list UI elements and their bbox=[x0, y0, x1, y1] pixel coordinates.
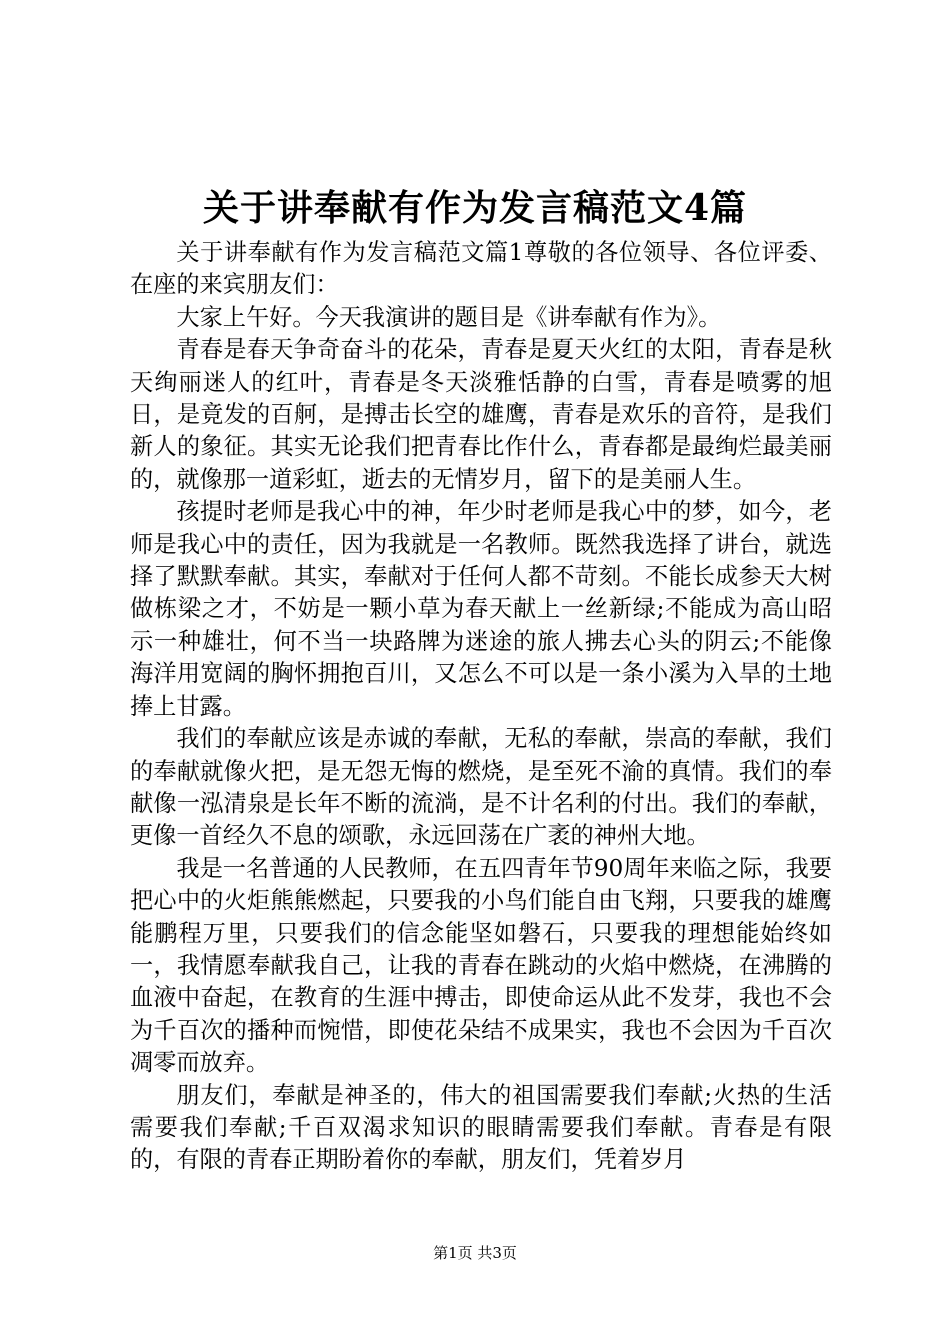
paragraph-7: 朋友们，奉献是神圣的，伟大的祖国需要我们奉献;火热的生活需要我们奉献;千百双渴求知识的眼睛需要我们奉献。青春是有限的，有限的青春正期盼着你的奉献，朋友们，凭着岁月 bbox=[130, 1081, 832, 1174]
paragraph-3: 青春是春天争奇奋斗的花朵，青春是夏天火红的太阳，青春是秋天绚丽迷人的红叶，青春是冬天淡雅恬静的白雪，青春是喷雾的旭日，是竟发的百舸，是搏击长空的雄鹰，青春是欢乐的音符，是我们新人的象征。其实无论我们把青春比作什么，青春都是最绚烂最美丽的，就像那一道彩虹，逝去的无情岁月，留下的是美丽人生。 bbox=[130, 336, 832, 493]
document-title: 关于讲奉献有作为发言稿范文4篇 bbox=[202, 187, 748, 229]
page-footer: 第1页 共3页 bbox=[433, 1244, 517, 1262]
document-body bbox=[130, 237, 832, 1177]
paragraph-6: 我是一名普通的人民教师，在五四青年节90周年来临之际，我要把心中的火炬熊熊燃起，只要我的小鸟们能自由飞翔，只要我的雄鹰能鹏程万里，只要我们的信念能坚如磐石，只要我的理想能始终如一，我情愿奉献我自己，让我的青春在跳动的火焰中燃烧，在沸腾的血液中奋起，在教育的生涯中搏击，即使命运从此不发芽，我也不会为千百次的播种而惋惜，即使花朵结不成果实，我也不会因为千百次凋零而放弃。 bbox=[130, 854, 832, 1077]
paragraph-5: 我们的奉献应该是赤诚的奉献，无私的奉献，崇高的奉献，我们的奉献就像火把，是无怨无悔的燃烧，是至死不渝的真情。我们的奉献像一泓清泉是长年不断的流淌，是不计名利的付出。我们的奉献，更像一首经久不息的颂歌，永远回荡在广袤的神州大地。 bbox=[130, 725, 832, 850]
paragraph-2: 大家上午好。今天我演讲的题目是《讲奉献有作为》。 bbox=[176, 303, 722, 331]
paragraph-4: 孩提时老师是我心中的神，年少时老师是我心中的梦，如今，老师是我心中的责任，因为我就是一名教师。既然我选择了讲台，就选择了默默奉献。其实，奉献对于任何人都不苛刻。不能长成参天大树做栋梁之才，不妨是一颗小草为春天献上一丝新绿;不能成为高山昭示一种雄壮，何不当一块路牌为迷途的旅人拂去心头的阴云;不能像海洋用宽阔的胸怀拥抱百川，又怎么不可以是一条小溪为入旱的土地捧上甘露。 bbox=[130, 498, 832, 720]
paragraph-1: 关于讲奉献有作为发言稿范文篇1尊敬的各位领导、各位评委、在座的来宾朋友们： bbox=[130, 239, 832, 299]
